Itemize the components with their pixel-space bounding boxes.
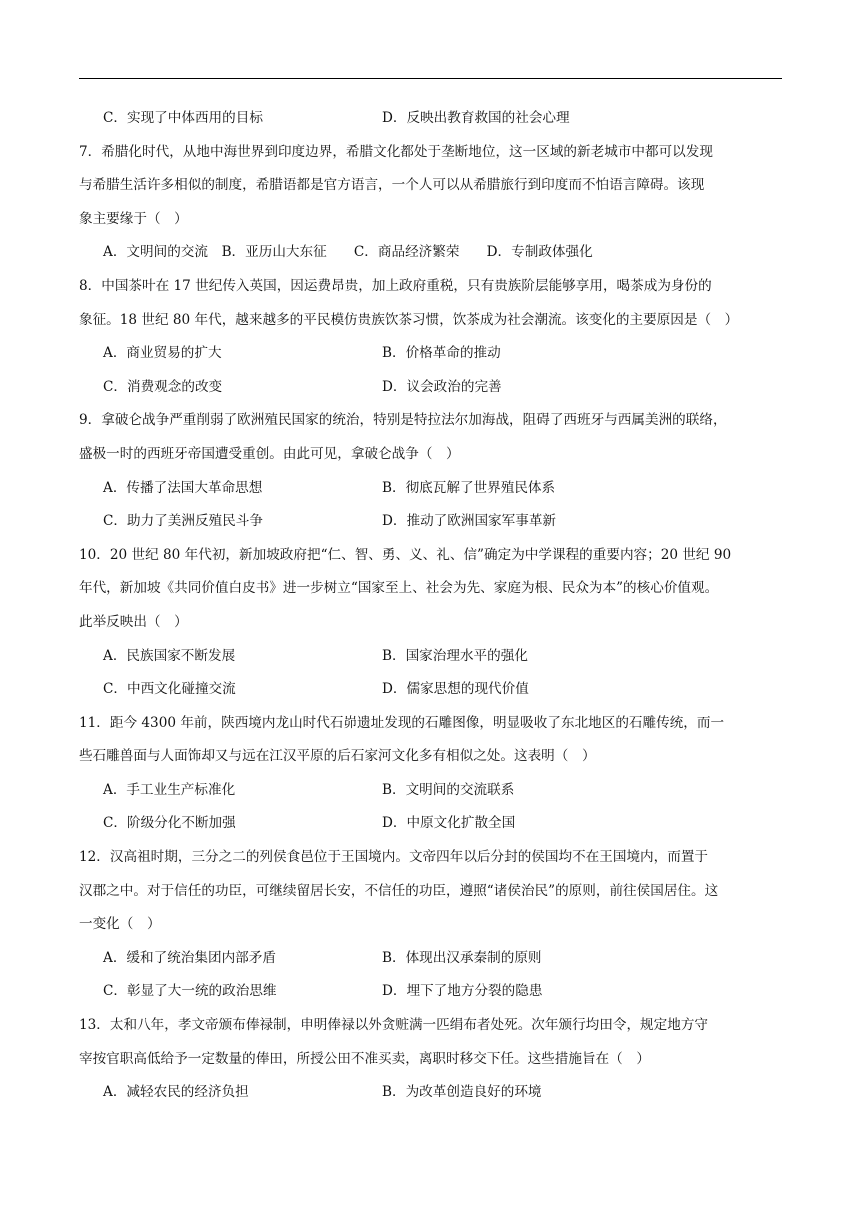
- q13-options-row-1: [79, 1076, 784, 1110]
- q11-option-a[interactable]: A．手工业生产标准化: [103, 781, 236, 798]
- q12-option-a[interactable]: A．缓和了统治集团内部矛盾: [103, 949, 276, 966]
- question-8: [79, 270, 784, 404]
- q8-options-row-1: [79, 337, 784, 371]
- q9-options-row-2: [79, 505, 784, 539]
- header-rule: [79, 78, 782, 79]
- q10-stem-line-2: 年代，新加坡《共同价值白皮书》进一步树立“国家至上、社会为先、家庭为根、民众为本”的核心价值观。: [79, 580, 719, 597]
- question-9: [79, 404, 784, 538]
- question-11: [79, 707, 784, 841]
- question-10: [79, 539, 784, 707]
- q8-stem-line-2: 象征。18 世纪 80 年代，越来越多的平民模仿贵族饮茶习惯，饮茶成为社会潮流。该变化的主要原因是（ ）: [79, 311, 739, 328]
- q6-options-row: [79, 102, 784, 136]
- q9-option-d[interactable]: D．推动了欧洲国家军事革新: [382, 513, 557, 530]
- q8-option-c[interactable]: C．消费观念的改变: [103, 378, 223, 395]
- q10-stem-line-1: 10．20 世纪 80 年代初，新加坡政府把“仁、智、勇、义、礼、信”确定为中学课程的重要内容；20 世纪 90: [79, 546, 732, 563]
- q8-stem-line-1: 8．中国茶叶在 17 世纪传入英国，因运费昂贵，加上政府重税，只有贵族阶层能够享用，喝茶成为身份的: [79, 277, 712, 294]
- q11-stem-line-2: 些石雕兽面与人面饰却又与远在江汉平原的后石家河文化多有相似之处。这表明（ ）: [79, 748, 596, 765]
- q13-option-a[interactable]: A．减轻农民的经济负担: [103, 1084, 249, 1101]
- q11-stem-line-1: 11．距今 4300 年前，陕西境内龙山时代石峁遗址发现的石雕图像，明显吸收了东北地区的石雕传统，而一: [79, 714, 725, 731]
- q10-stem-line-3: 此举反映出（ ）: [79, 613, 188, 630]
- q7-stem-line-2: 与希腊生活许多相似的制度，希腊语都是官方语言，一个人可以从希腊旅行到印度而不怕语言障碍。该现: [79, 177, 705, 194]
- q11-option-b[interactable]: B．文明间的交流联系: [382, 781, 515, 798]
- q11-options-row-2: [79, 807, 784, 841]
- q13-option-b[interactable]: B．为改革创造良好的环境: [382, 1084, 542, 1101]
- q8-option-a[interactable]: A．商业贸易的扩大: [103, 345, 222, 362]
- q10-option-c[interactable]: C．中西文化碰撞交流: [103, 681, 236, 698]
- q6-option-d[interactable]: D．反映出教育救国的社会心理: [382, 110, 570, 126]
- question-12: [79, 841, 784, 1009]
- q10-options-row-1: [79, 640, 784, 674]
- q8-options-row-2: [79, 371, 784, 405]
- q9-stem-line-2: 盛极一时的西班牙帝国遭受重创。由此可见，拿破仑战争（ ）: [79, 445, 460, 462]
- q10-options-row-2: [79, 673, 784, 707]
- q9-option-c[interactable]: C．助力了美洲反殖民斗争: [103, 513, 263, 530]
- q10-option-a[interactable]: A．民族国家不断发展: [103, 647, 236, 664]
- q10-option-d[interactable]: D．儒家思想的现代价值: [382, 681, 529, 698]
- q7-stem-line-3: 象主要缘于（ ）: [79, 210, 188, 227]
- q10-option-b[interactable]: B．国家治理水平的强化: [382, 647, 528, 664]
- q6-option-c[interactable]: C．实现了中体西用的目标: [103, 110, 263, 126]
- q12-options-row-1: [79, 942, 784, 976]
- q12-option-c[interactable]: C．彰显了大一统的政治思维: [103, 983, 277, 1000]
- q13-stem-line-2: 宰按官职高低给予一定数量的俸田，所授公田不准买卖，离职时移交下任。这些措施旨在（ ）: [79, 1050, 650, 1067]
- q12-option-d[interactable]: D．埋下了地方分裂的隐患: [382, 983, 543, 1000]
- q9-options-row-1: [79, 472, 784, 506]
- q8-option-b[interactable]: B．价格革命的推动: [382, 345, 501, 362]
- q11-option-d[interactable]: D．中原文化扩散全国: [382, 815, 516, 832]
- q12-stem-line-3: 一变化（ ）: [79, 916, 161, 933]
- q13-stem-line-1: 13．太和八年，孝文帝颁布俸禄制，申明俸禄以外贪赃满一匹绢布者处死。次年颁行均田令，规定地方守: [79, 1017, 709, 1034]
- q11-options-row-1: [79, 774, 784, 808]
- q9-option-a[interactable]: A．传播了法国大革命思想: [103, 479, 263, 496]
- q12-stem-line-1: 12．汉高祖时期，三分之二的列侯食邑位于王国境内。文帝四年以后分封的侯国均不在王国境内，而置于: [79, 849, 709, 866]
- q12-options-row-2: [79, 975, 784, 1009]
- q7-stem-line-1: 7．希腊化时代，从地中海世界到印度边界，希腊文化都处于垄断地位，这一区域的新老城市中都可以发现: [79, 143, 713, 160]
- q11-option-c[interactable]: C．阶级分化不断加强: [103, 815, 236, 832]
- q9-stem-line-1: 9．拿破仑战争严重削弱了欧洲殖民国家的统治，特别是特拉法尔加海战，阻碍了西班牙与西属美洲的联络，: [79, 412, 727, 429]
- q12-stem-line-2: 汉郡之中。对于信任的功臣，可继续留居长安，不信任的功臣，遵照“诸侯治民”的原则，前往侯国居住。这: [79, 882, 719, 899]
- q9-option-b[interactable]: B．彻底瓦解了世界殖民体系: [382, 479, 556, 496]
- question-13: [79, 1009, 784, 1110]
- question-7: [79, 136, 784, 270]
- q7-options-row[interactable]: A．文明间的交流 B．亚历山大东征 C．商品经济繁荣 D．专制政体强化: [103, 244, 593, 261]
- exam-page: [79, 102, 784, 1110]
- q12-option-b[interactable]: B．体现出汉承秦制的原则: [382, 949, 542, 966]
- q8-option-d[interactable]: D．议会政治的完善: [382, 378, 502, 395]
